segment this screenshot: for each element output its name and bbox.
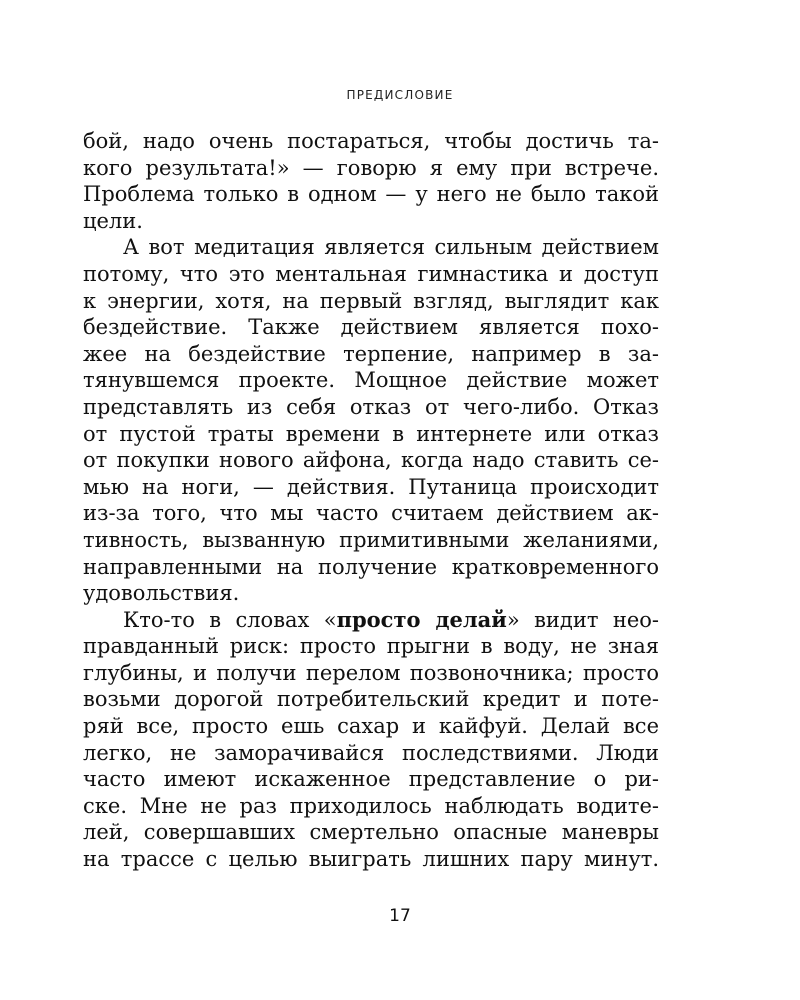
text-line: потому, что это ментальная гимнастика и доступ — [83, 261, 659, 286]
text-line: тянувшемся проекте. Мощное действие может — [83, 368, 659, 393]
text-line — [83, 607, 659, 634]
text-line: на трассе с целью выиграть лишних пару минут. — [83, 847, 659, 872]
text-line: возьми дорогой потребительский кредит и поте- — [83, 687, 659, 712]
text-line: бездействие. Также действием является похо- — [83, 315, 659, 340]
text-fragment: Кто-то в словах « — [123, 607, 337, 632]
text-line: цели. — [83, 208, 143, 233]
text-line: от покупки нового айфона, когда надо ставить се- — [83, 448, 659, 473]
text-line: Проблема только в одном — у него не было такой — [83, 182, 659, 207]
text-line: бой, надо очень постараться, чтобы достичь та- — [83, 129, 659, 153]
text-line: правданный риск: просто прыгни в воду, не зная — [83, 634, 659, 659]
text-line: ске. Мне не раз приходилось наблюдать водите- — [83, 793, 659, 818]
text-line: мью на ноги, — действия. Путаница происходит — [83, 474, 659, 499]
text-line: лей, совершавших смертельно опасные маневры — [83, 820, 659, 845]
text-line: из-за того, что мы часто считаем действием ак- — [83, 501, 659, 526]
text-line: ряй все, просто ешь сахар и кайфуй. Делай все — [83, 714, 659, 739]
text-line: представлять из себя отказ от чего-либо. Отказ — [83, 394, 659, 419]
text-line: направленными на получение кратковременного — [83, 554, 659, 579]
text-line: удовольствия. — [83, 581, 240, 606]
text-line: к энергии, хотя, на первый взгляд, выглядит как — [83, 288, 659, 313]
running-header: ПРЕДИСЛОВИЕ — [346, 88, 454, 102]
text-line: глубины, и получи перелом позвоночника; просто — [83, 660, 659, 685]
text-line: кого результата!» — говорю я ему при встрече. — [83, 155, 659, 180]
text-fragment: » видит нео- — [506, 607, 659, 632]
body-text — [83, 128, 659, 873]
page-number: 17 — [389, 906, 411, 926]
text-line: легко, не заморачивайся последствиями. Люди — [83, 740, 659, 765]
text-line: от пустой траты времени в интернете или отказ — [83, 421, 659, 446]
bold-phrase: просто делай — [336, 606, 507, 632]
text-line: тивность, вызванную примитивными желаниями, — [83, 527, 659, 552]
text-line: часто имеют искаженное представление о ри- — [83, 767, 659, 792]
text-line: жее на бездействие терпение, например в за- — [83, 341, 659, 366]
text-line: А вот медитация является сильным действием — [123, 235, 659, 260]
